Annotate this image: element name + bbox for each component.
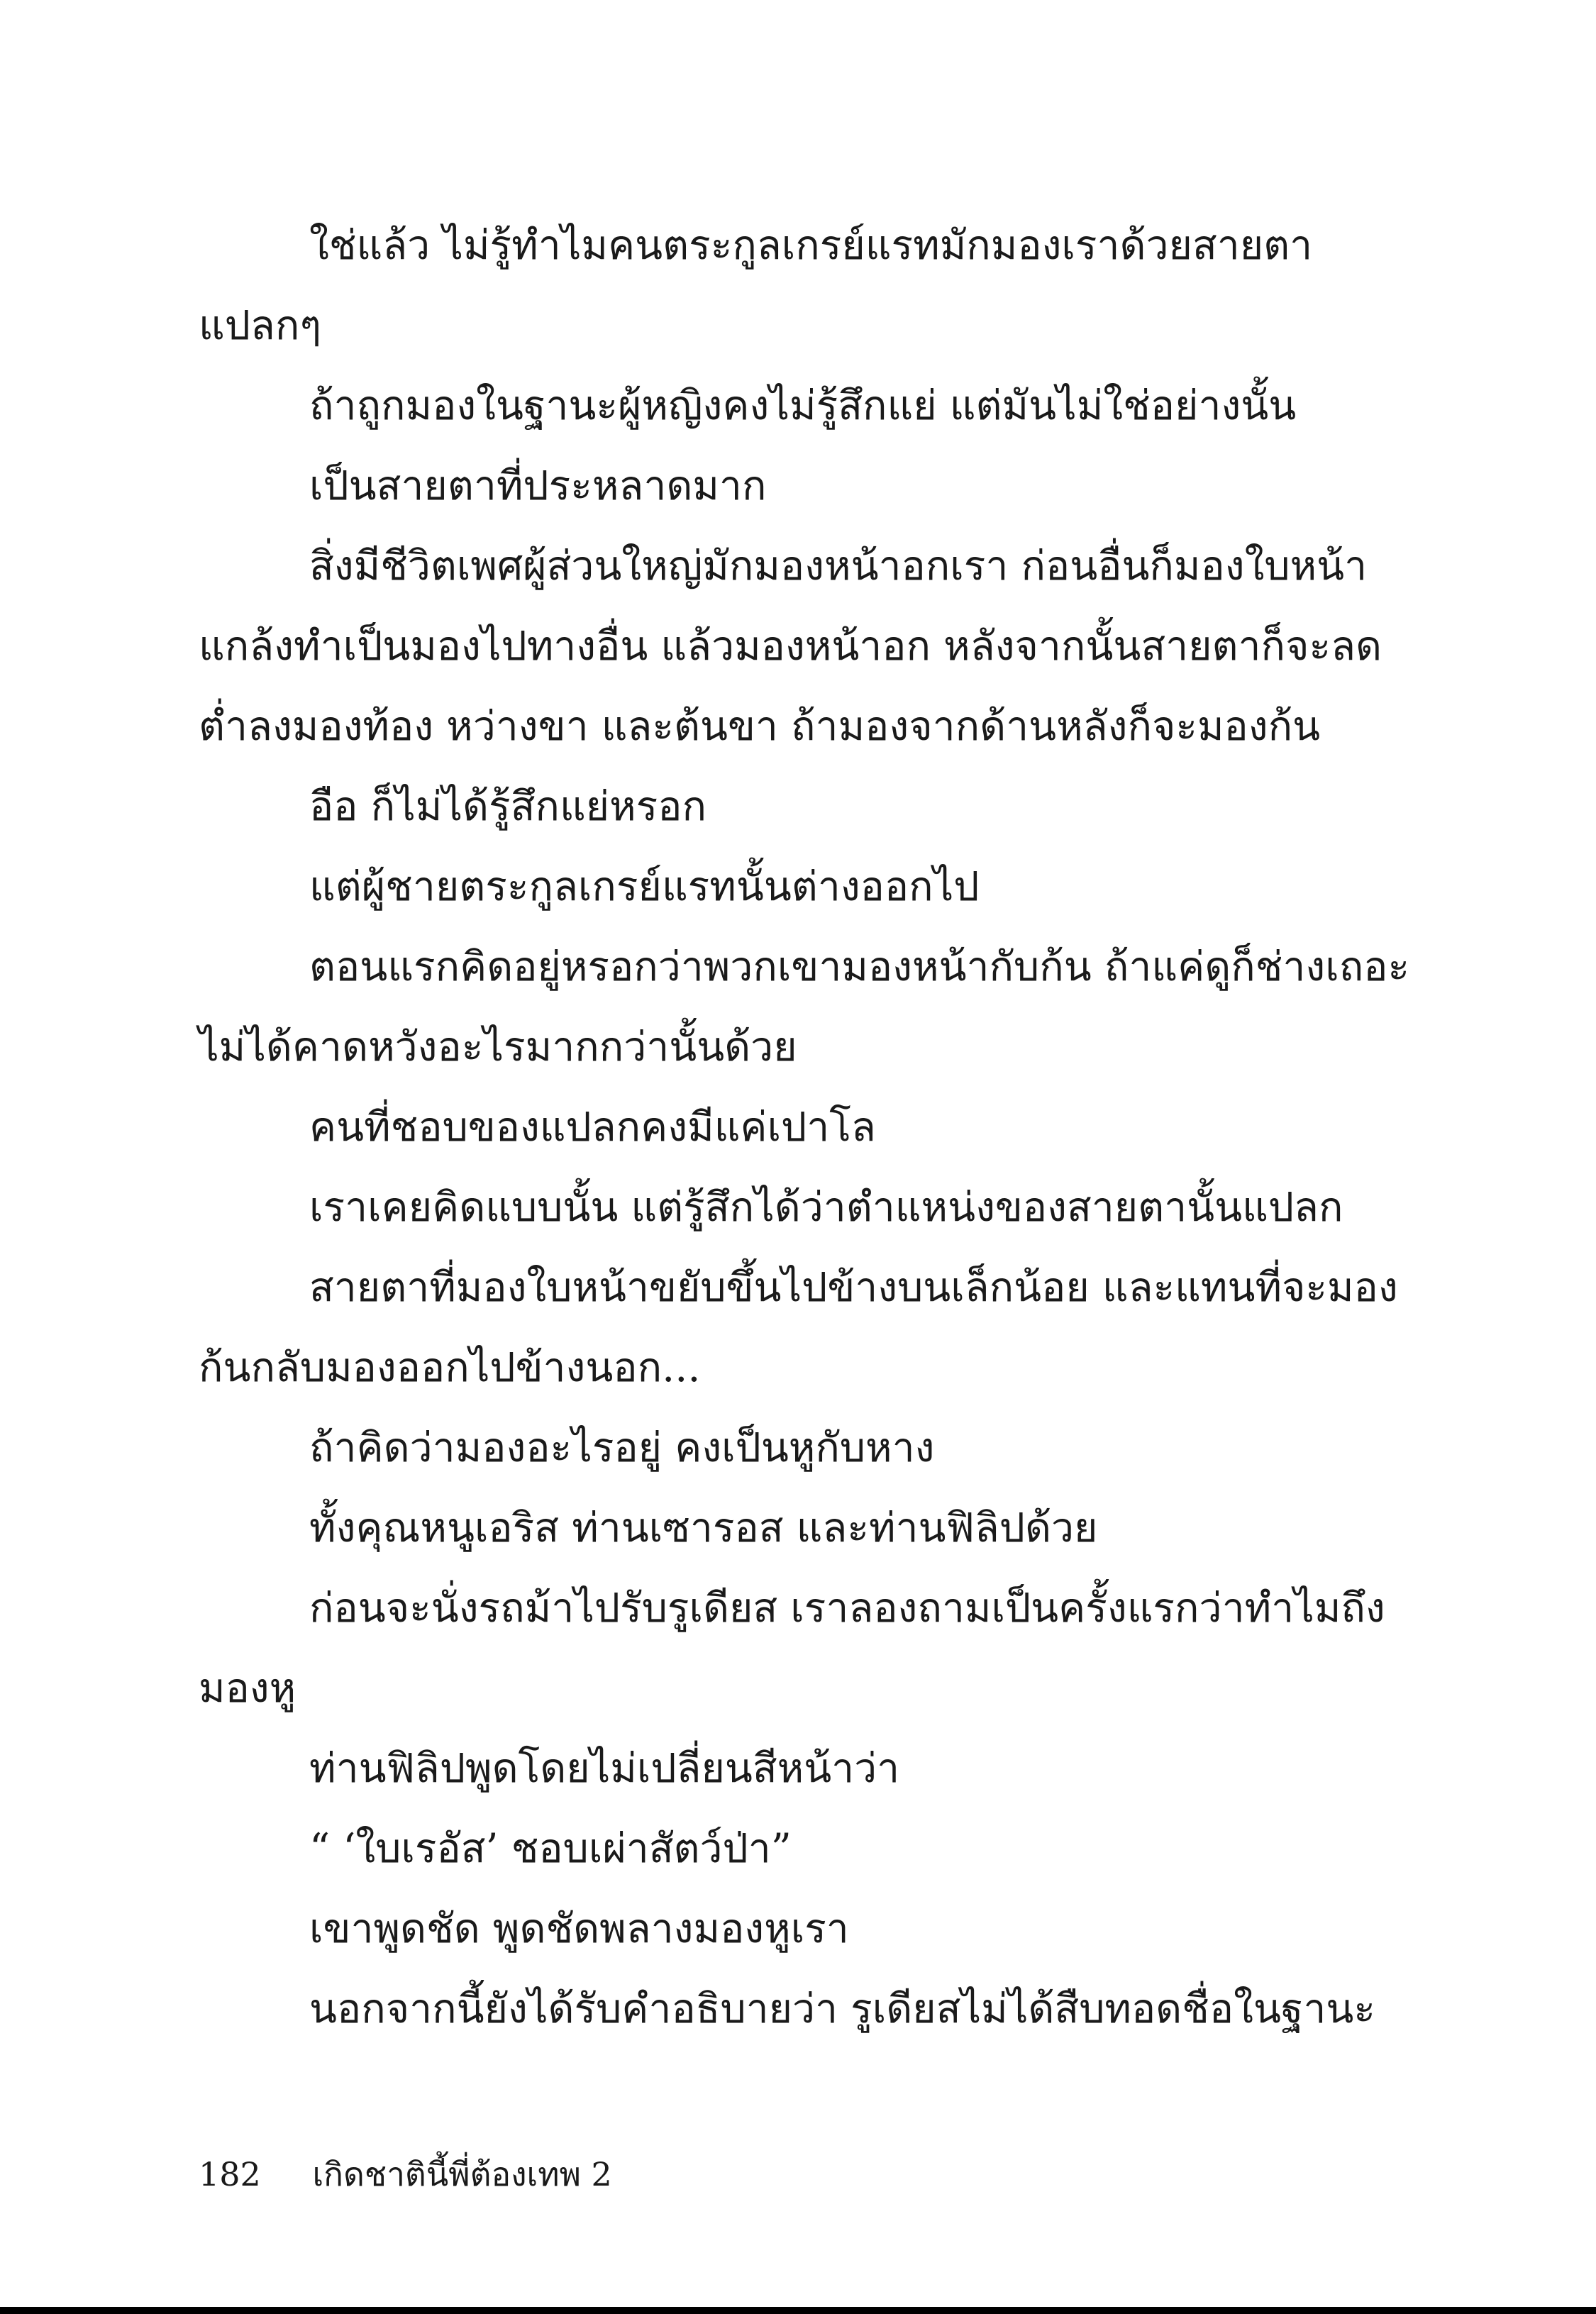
paragraph-line: ถ้าถูกมองในฐานะผู้หญิงคงไม่รู้สึกแย่ แต่มันไม่ใช่อย่างนั้น (309, 382, 1297, 429)
paragraph-line: สายตาที่มองใบหน้าขยับขึ้นไปข้างบนเล็กน้อย และแทนที่จะมอง (309, 1264, 1398, 1311)
paragraph-line: ไม่ได้คาดหวังอะไรมากกว่านั้นด้วย (199, 1024, 797, 1070)
paragraph-line: เราเคยคิดแบบนั้น แต่รู้สึกได้ว่าตำแหน่งของสายตานั้นแปลก (309, 1184, 1343, 1231)
paragraph-line: ก้นกลับมองออกไปข้างนอก... (199, 1344, 701, 1391)
paragraph-line: ทั้งคุณหนูเอริส ท่านเซารอส และท่านฟิลิปด้วย (309, 1505, 1098, 1551)
paragraph-line: มองหู (199, 1665, 297, 1712)
paragraph-line: แปลกๆ (199, 302, 321, 349)
paragraph-line: คนที่ชอบของแปลกคงมีแค่เปาโล (309, 1104, 876, 1151)
body-text (199, 206, 1410, 2049)
dialogue-line: “ ‘ใบเรอัส’ ชอบเผ่าสัตว์ป่า” (309, 1825, 792, 1872)
paragraph-line: ท่านฟิลิปพูดโดยไม่เปลี่ยนสีหน้าว่า (309, 1745, 900, 1792)
paragraph-line: แต่ผู้ชายตระกูลเกรย์แรทนั้นต่างออกไป (309, 863, 980, 910)
paragraph-line: ถ้าคิดว่ามองอะไรอยู่ คงเป็นหูกับหาง (309, 1424, 935, 1471)
paragraph-line: ใช่แล้ว ไม่รู้ทำไมคนตระกูลเกรย์แรทมักมองเราด้วยสายตา (309, 222, 1313, 269)
page-number: 182 (199, 2155, 261, 2193)
paragraph-line: ต่ำลงมองท้อง หว่างขา และต้นขา ถ้ามองจากด้านหลังก็จะมองก้น (199, 703, 1321, 750)
paragraph-line: นอกจากนี้ยังได้รับคำอธิบายว่า รูเดียสไม่ได้สืบทอดชื่อในฐานะ (309, 1986, 1375, 2032)
paragraph-line: สิ่งมีชีวิตเพศผู้ส่วนใหญ่มักมองหน้าอกเรา ก่อนอื่นก็มองใบหน้า (309, 543, 1368, 589)
paragraph-line: เขาพูดชัด พูดชัดพลางมองหูเรา (309, 1905, 849, 1952)
paragraph-line: แกล้งทำเป็นมองไปทางอื่น แล้วมองหน้าอก หลังจากนั้นสายตาก็จะลด (199, 623, 1382, 670)
book-title: เกิดชาตินี้พี่ต้องเทพ 2 (312, 2155, 612, 2193)
paragraph-line: อือ ก็ไม่ได้รู้สึกแย่หรอก (309, 783, 707, 830)
paragraph-line: ก่อนจะนั่งรถม้าไปรับรูเดียส เราลองถามเป็นครั้งแรกว่าทำไมถึง (309, 1585, 1385, 1632)
bottom-edge-rule (0, 2307, 1596, 2314)
page-footer (199, 2149, 612, 2199)
paragraph-line: เป็นสายตาที่ประหลาดมาก (309, 463, 767, 509)
paragraph-line: ตอนแรกคิดอยู่หรอกว่าพวกเขามองหน้ากับก้น ถ้าแค่ดูก็ช่างเถอะ (309, 943, 1410, 990)
